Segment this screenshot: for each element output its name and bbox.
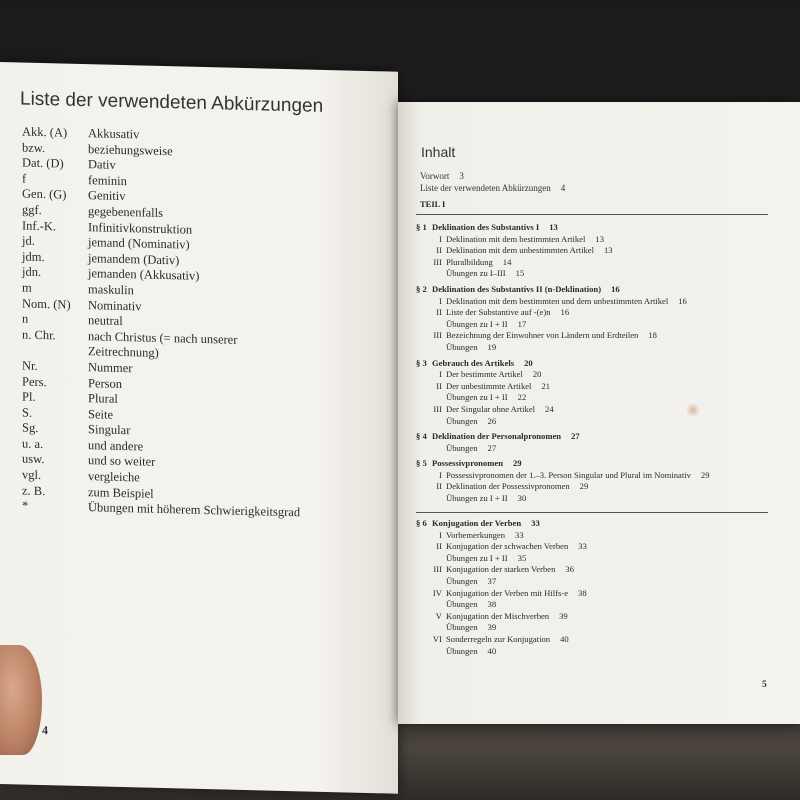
toc-entry-label: Deklination mit dem bestimmten Artikel	[446, 233, 586, 244]
toc-entry	[416, 588, 776, 600]
toc-entry-label: Deklination der Possessivpronomen	[446, 481, 570, 492]
toc-entry	[416, 564, 776, 576]
left-page-number: 4	[42, 723, 48, 738]
roman-numeral: II	[436, 245, 442, 256]
toc-section-heading	[416, 358, 776, 370]
toc-section-heading	[416, 518, 776, 530]
section-number: § 6	[416, 518, 427, 528]
abbreviation-key: jdn.	[22, 264, 42, 280]
abbreviation-value: Singular	[88, 422, 131, 438]
roman-numeral: III	[433, 256, 442, 267]
toc-entry	[416, 342, 776, 354]
toc-page-number: 39	[559, 610, 568, 621]
abbreviation-value: vergleiche	[88, 469, 140, 485]
toc-entry-label: Übungen zu I + II	[446, 392, 508, 403]
toc-page-number: 4	[560, 183, 566, 193]
roman-numeral: I	[439, 469, 442, 480]
section-title: Possessivpronomen	[432, 458, 503, 469]
abbreviation-key: jd.	[22, 233, 35, 249]
toc-page-number: 37	[487, 575, 497, 586]
toc-entry	[416, 530, 776, 542]
toc-intro-entry	[420, 182, 565, 194]
toc-section-heading	[416, 431, 776, 443]
roman-numeral	[416, 493, 446, 505]
right-page-number: 5	[762, 680, 767, 690]
toc-page-number: 33	[531, 518, 540, 528]
contents-title: Inhalt	[421, 144, 456, 160]
abbreviation-value: zum Beispiel	[88, 484, 154, 501]
thumb	[0, 645, 42, 755]
toc-entry	[416, 493, 776, 505]
abbreviation-value: Nominativ	[88, 297, 142, 313]
toc-entry	[416, 481, 776, 493]
toc-entry-label: Übungen zu I + II	[446, 318, 508, 329]
abbreviation-key: Pers.	[22, 374, 47, 389]
toc-entry-label: Konjugation der starken Verben	[446, 564, 556, 575]
section-title: Deklination des Substantivs I	[432, 222, 540, 232]
toc-entry-label: Übungen	[446, 645, 478, 656]
roman-numeral	[416, 646, 446, 658]
abbreviation-key: jdm.	[22, 249, 45, 264]
toc-entry-label: Konjugation der schwachen Verben	[446, 541, 569, 552]
toc-page-number: 20	[524, 357, 533, 368]
toc-page-number: 13	[595, 233, 604, 244]
toc-entry	[416, 646, 776, 658]
abbreviation-value: jemanden (Akkusativ)	[88, 266, 200, 284]
toc-entry	[416, 257, 776, 269]
toc-page-number: 16	[611, 283, 620, 294]
abbreviations-list	[22, 125, 382, 524]
toc-entry	[416, 369, 776, 381]
part-heading: TEIL I	[420, 199, 446, 209]
toc-entry-label: Übungen zu I + II	[446, 493, 508, 504]
abbreviation-key: m	[22, 280, 32, 295]
toc-page-number: 16	[560, 307, 570, 318]
roman-numeral	[416, 576, 446, 588]
roman-numeral	[416, 599, 446, 611]
toc-entry-label: Übungen	[446, 442, 478, 453]
abbreviation-value: Dativ	[88, 157, 116, 173]
page-stain	[686, 402, 700, 418]
abbreviation-key: u. a.	[22, 436, 44, 451]
roman-numeral: II	[436, 307, 442, 318]
toc-entry	[416, 576, 776, 588]
roman-numeral: I	[439, 233, 442, 244]
abbreviation-key: bzw.	[22, 140, 46, 155]
toc-page-number: 35	[517, 552, 527, 563]
toc-page-number: 38	[487, 599, 497, 610]
toc-page-number: 22	[517, 392, 527, 403]
abbreviation-value: Akkusativ	[88, 126, 140, 142]
divider-middle	[416, 512, 768, 513]
abbreviation-key: n	[22, 311, 29, 326]
toc-page-number: 21	[541, 380, 551, 391]
abbreviation-key: vgl.	[22, 467, 42, 483]
roman-numeral: III	[433, 564, 442, 575]
toc-entry-label: Übungen	[446, 341, 478, 352]
toc-entry-label: Possessivpronomen der 1.–3. Person Singular und Plural im Nominativ	[446, 469, 691, 480]
abbreviation-key: usw.	[22, 452, 45, 467]
left-page	[0, 62, 398, 794]
toc-entry	[416, 245, 776, 257]
toc-entry-label: Vorwort	[420, 171, 450, 181]
abbreviation-value: Genitiv	[88, 188, 126, 204]
toc-page-number: 33	[578, 541, 587, 552]
toc-group-1	[416, 222, 776, 505]
toc-entry-label: Der Singular ohne Artikel	[446, 403, 536, 414]
toc-page-number: 20	[532, 369, 542, 380]
toc-page-number: 33	[515, 529, 524, 540]
abbreviation-key: Sg.	[22, 420, 39, 436]
toc-entry-label: Sonderregeln zur Konjugation	[446, 633, 551, 644]
toc-page-number: 39	[487, 622, 497, 633]
toc-entry-label: Der unbestimmte Artikel	[446, 380, 532, 391]
abbreviation-value: gegebenenfalls	[88, 204, 163, 220]
roman-numeral: II	[436, 541, 442, 552]
abbreviation-key: Nom. (N)	[22, 296, 71, 312]
section-number: § 5	[416, 458, 427, 469]
roman-numeral	[416, 392, 446, 404]
toc-entry	[416, 622, 776, 634]
abbreviation-key: Gen. (G)	[22, 186, 67, 202]
toc-entry	[416, 381, 776, 393]
toc-page-number: 30	[517, 493, 527, 504]
roman-numeral: II	[436, 481, 442, 492]
section-title: Deklination des Substantivs II (n-Deklination)	[432, 283, 602, 294]
roman-numeral: I	[439, 529, 442, 540]
toc-entry-label: Konjugation der Verben mit Hilfs-e	[446, 587, 569, 598]
section-title: Konjugation der Verben	[432, 518, 522, 528]
toc-entry-label: Übungen	[446, 575, 478, 586]
toc-entry-label: Deklination mit dem bestimmten und dem unbestimmten Artikel	[446, 295, 669, 306]
toc-page-number: 36	[565, 564, 574, 575]
abbreviation-key: z. B.	[22, 483, 46, 498]
toc-entry	[416, 404, 776, 416]
toc-entry-label: Übungen	[446, 622, 478, 633]
toc-entry	[416, 296, 776, 308]
abbreviation-value: Zeitrechnung)	[88, 344, 159, 361]
section-title: Deklination der Personalpronomen	[432, 431, 562, 442]
divider-top	[416, 214, 768, 215]
toc-page-number: 27	[571, 431, 580, 442]
toc-entry	[416, 268, 776, 280]
roman-numeral	[416, 319, 446, 331]
roman-numeral: III	[433, 330, 442, 341]
toc-entry	[416, 541, 776, 553]
toc-entry-label: Übungen	[446, 415, 478, 426]
abbreviation-key: *	[22, 498, 29, 513]
toc-page-number: 13	[603, 245, 613, 256]
toc-entry-label: Pluralbildung	[446, 256, 493, 267]
abbreviation-value: jemandem (Dativ)	[88, 250, 180, 268]
toc-page-number: 26	[487, 415, 497, 426]
roman-numeral	[416, 416, 446, 428]
toc-page-number: 13	[549, 222, 558, 232]
toc-page-number: 24	[545, 403, 554, 414]
abbreviation-value: beziehungsweise	[88, 141, 173, 158]
abbreviation-value: neutral	[88, 313, 123, 329]
toc-entry	[416, 416, 776, 428]
roman-numeral	[416, 268, 446, 280]
toc-entry-label: Der bestimmte Artikel	[446, 369, 523, 380]
section-number: § 3	[416, 357, 427, 368]
toc-entry-label: Übungen zu I–III	[446, 268, 506, 279]
abbreviation-value: Seite	[88, 406, 113, 422]
toc-group-2	[416, 518, 776, 657]
abbreviations-title: Liste der verwendeten Abkürzungen	[20, 88, 324, 117]
toc-section-heading	[416, 284, 776, 296]
toc-page-number: 18	[648, 330, 657, 341]
abbreviation-key: Pl.	[22, 389, 36, 404]
toc-entry	[416, 319, 776, 331]
abbreviation-key: S.	[22, 405, 33, 420]
abbreviation-value: Plural	[88, 391, 118, 406]
roman-numeral	[416, 342, 446, 354]
abbreviation-key: n. Chr.	[22, 327, 56, 343]
contents-intro	[420, 170, 565, 194]
toc-page-number: 38	[578, 587, 587, 598]
toc-entry-label: Liste der Substantive auf -(e)n	[446, 307, 551, 318]
toc-entry	[416, 443, 776, 455]
toc-page-number: 19	[487, 341, 497, 352]
toc-entry-label: Konjugation der Mischverben	[446, 610, 550, 621]
section-title: Gebrauch des Artikels	[432, 357, 515, 368]
roman-numeral: III	[433, 403, 442, 414]
abbreviation-value: Übungen mit höherem Schwierigkeitsgrad	[88, 500, 301, 520]
toc-section-heading	[416, 222, 776, 234]
toc-page-number: 16	[678, 295, 687, 306]
abbreviation-key: ggf.	[22, 202, 42, 217]
toc-entry	[416, 307, 776, 319]
toc-page-number: 40	[560, 633, 569, 644]
abbreviation-key: Inf.-K.	[22, 218, 57, 233]
abbreviation-value: und andere	[88, 438, 144, 454]
roman-numeral: V	[435, 610, 442, 621]
toc-entry-label: Bezeichnung der Einwohner von Ländern und Erdteilen	[446, 330, 639, 341]
toc-entry	[416, 553, 776, 565]
roman-numeral: I	[439, 295, 442, 306]
abbreviation-value: Nummer	[88, 360, 133, 376]
toc-page-number: 29	[700, 469, 710, 480]
toc-page-number: 3	[459, 171, 464, 181]
abbreviation-value: Infinitivkonstruktion	[88, 219, 193, 237]
toc-entry	[416, 330, 776, 342]
abbreviation-value: jemand (Nominativ)	[88, 235, 190, 252]
roman-numeral: I	[439, 369, 442, 380]
toc-entry	[416, 470, 776, 482]
toc-page-number: 17	[517, 318, 527, 329]
abbreviation-key: Akk. (A)	[22, 124, 68, 140]
toc-page-number: 14	[502, 256, 512, 267]
right-page	[398, 102, 800, 724]
section-number: § 2	[416, 283, 427, 294]
abbreviation-key: Dat. (D)	[22, 155, 64, 171]
roman-numeral: VI	[432, 633, 442, 644]
roman-numeral: II	[436, 380, 442, 391]
roman-numeral	[416, 553, 446, 565]
section-number: § 1	[416, 222, 427, 232]
roman-numeral	[416, 443, 446, 455]
toc-entry	[416, 611, 776, 623]
toc-page-number: 29	[513, 458, 522, 469]
toc-section-heading	[416, 458, 776, 470]
toc-entry	[416, 599, 776, 611]
section-number: § 4	[416, 431, 427, 442]
abbreviation-key	[22, 343, 88, 360]
toc-page-number: 40	[487, 645, 497, 656]
toc-page-number: 29	[579, 481, 589, 492]
toc-entry-label: Übungen zu I + II	[446, 552, 508, 563]
toc-entry	[416, 634, 776, 646]
abbreviation-value: Person	[88, 375, 123, 391]
toc-entry-label: Vorbemerkungen	[446, 529, 506, 540]
toc-page-number: 27	[487, 442, 497, 453]
toc-entry	[416, 234, 776, 246]
abbreviation-value: und so weiter	[88, 453, 156, 470]
toc-intro-entry	[420, 170, 565, 182]
abbreviation-value: feminin	[88, 172, 127, 188]
toc-page-number: 15	[515, 268, 525, 279]
roman-numeral	[416, 622, 446, 634]
toc-entry-label: Deklination mit dem unbestimmten Artikel	[446, 245, 594, 256]
toc-entry-label: Übungen	[446, 599, 478, 610]
roman-numeral: IV	[432, 587, 442, 598]
abbreviation-key: Nr.	[22, 358, 38, 373]
abbreviation-value: nach Christus (= nach unserer	[88, 328, 238, 347]
toc-entry-label: Liste der verwendeten Abkürzungen	[420, 183, 551, 193]
abbreviation-value: maskulin	[88, 282, 134, 298]
toc-entry	[416, 392, 776, 404]
abbreviation-key: f	[22, 171, 27, 186]
